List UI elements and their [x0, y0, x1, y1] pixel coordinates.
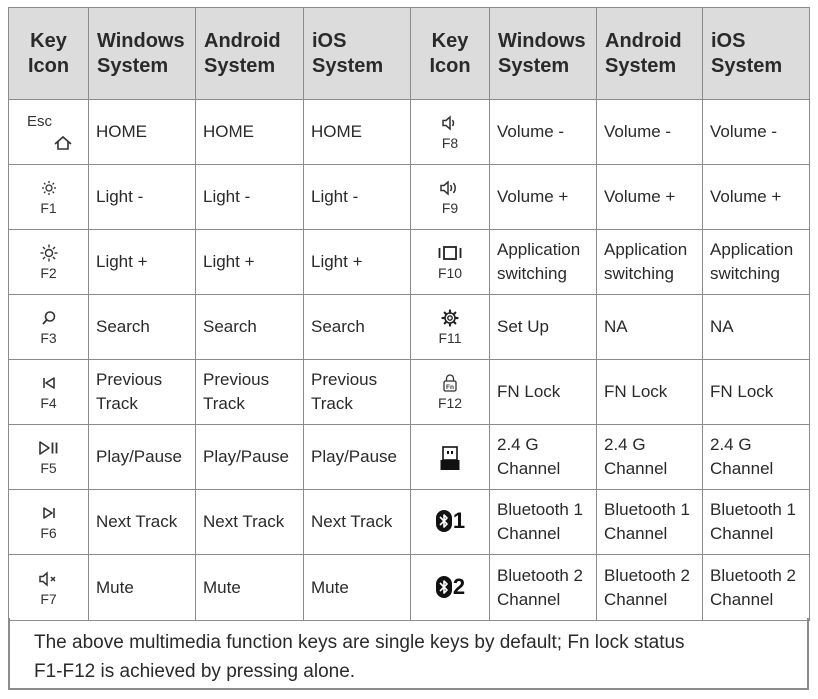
android-cell: Application switching — [597, 230, 703, 295]
windows-cell: Light - — [89, 165, 196, 230]
ios-cell: Bluetooth 2 Channel — [703, 555, 810, 621]
footnote — [8, 618, 809, 690]
android-cell: Search — [196, 295, 304, 360]
key-label: 1 — [452, 508, 466, 533]
ios-cell: Light + — [304, 230, 411, 295]
key-label: F4 — [40, 395, 57, 411]
header-ios: iOS System — [304, 8, 411, 100]
key-cell — [411, 425, 490, 490]
header-android: Android System — [196, 8, 304, 100]
android-cell: Volume + — [597, 165, 703, 230]
key-cell — [411, 490, 490, 555]
fn-lock-icon-text: Fn — [446, 384, 454, 392]
windows-cell: Light + — [89, 230, 196, 295]
key-cell — [9, 360, 89, 425]
esc-label: Esc — [27, 113, 53, 130]
shortcut-table — [8, 7, 810, 621]
key-cell — [411, 230, 490, 295]
key-label: F12 — [437, 395, 463, 411]
previous-track-icon — [9, 372, 88, 392]
ios-cell: HOME — [304, 100, 411, 165]
android-cell: Light - — [196, 165, 304, 230]
android-cell: FN Lock — [597, 360, 703, 425]
ios-cell: Bluetooth 1 Channel — [703, 490, 810, 555]
windows-cell: Volume + — [490, 165, 597, 230]
android-cell: NA — [597, 295, 703, 360]
android-cell: Next Track — [196, 490, 304, 555]
header-android-right: Android System — [597, 8, 703, 100]
header-row — [9, 8, 810, 100]
gear-icon — [411, 307, 489, 327]
ios-cell: Previous Track — [304, 360, 411, 425]
android-cell: Bluetooth 2 Channel — [597, 555, 703, 621]
ios-cell: NA — [703, 295, 810, 360]
ios-cell: Light - — [304, 165, 411, 230]
windows-cell: Mute — [89, 555, 196, 621]
ios-cell: Next Track — [304, 490, 411, 555]
brightness-down-icon — [9, 177, 88, 197]
table-row — [9, 490, 810, 555]
header-key-icon-right: Key Icon — [411, 8, 490, 100]
windows-cell: Play/Pause — [89, 425, 196, 490]
key-cell — [9, 100, 89, 165]
windows-cell: Previous Track — [89, 360, 196, 425]
android-cell: Volume - — [597, 100, 703, 165]
footnote-line-1: The above multimedia function keys are single keys by default; Fn lock status — [34, 632, 685, 653]
ios-cell: Search — [304, 295, 411, 360]
key-cell — [411, 295, 490, 360]
table-row — [9, 555, 810, 621]
play-pause-icon — [9, 437, 88, 457]
windows-cell: Next Track — [89, 490, 196, 555]
key-label: F7 — [40, 590, 57, 607]
table-row — [9, 295, 810, 360]
key-cell — [9, 165, 89, 230]
ios-cell: Application switching — [703, 230, 810, 295]
key-label: F2 — [40, 265, 57, 281]
ios-cell: Mute — [304, 555, 411, 621]
key-cell — [9, 295, 89, 360]
windows-cell: FN Lock — [490, 360, 597, 425]
key-label: F5 — [40, 460, 57, 476]
android-cell: Previous Track — [196, 360, 304, 425]
windows-cell: Set Up — [490, 295, 597, 360]
table-row — [9, 425, 810, 490]
next-track-icon — [9, 502, 88, 522]
key-cell — [411, 360, 490, 425]
windows-cell: Search — [89, 295, 196, 360]
key-label: F6 — [40, 525, 57, 541]
app-switch-icon — [411, 242, 489, 262]
windows-cell: Bluetooth 1 Channel — [490, 490, 597, 555]
key-label: F11 — [438, 330, 462, 346]
header-key-icon: Key Icon — [9, 8, 89, 100]
usb-receiver-icon — [411, 446, 489, 466]
home-icon — [53, 135, 73, 154]
windows-cell: HOME — [89, 100, 196, 165]
android-cell: HOME — [196, 100, 304, 165]
fn-lock-icon — [411, 372, 489, 392]
footnote-line-2: F1-F12 is achieved by pressing alone. — [34, 661, 356, 682]
key-label: F3 — [40, 330, 57, 346]
table-row — [9, 165, 810, 230]
table-row — [9, 100, 810, 165]
volume-down-icon — [411, 112, 489, 132]
windows-cell: Bluetooth 2 Channel — [490, 555, 597, 621]
ios-cell: Volume - — [703, 100, 810, 165]
ios-cell: 2.4 G Channel — [703, 425, 810, 490]
bluetooth-1-key — [435, 508, 465, 534]
header-windows-right: Windows System — [490, 8, 597, 100]
key-label: F10 — [437, 265, 463, 281]
search-icon — [9, 307, 88, 327]
android-cell: Light + — [196, 230, 304, 295]
key-cell — [411, 555, 490, 621]
key-cell — [411, 165, 490, 230]
key-label: F9 — [441, 200, 459, 216]
brightness-up-icon — [9, 242, 88, 262]
bluetooth-icon — [435, 575, 453, 599]
key-cell — [9, 230, 89, 295]
android-cell: Bluetooth 1 Channel — [597, 490, 703, 555]
windows-cell: Application switching — [490, 230, 597, 295]
ios-cell: Play/Pause — [304, 425, 411, 490]
key-cell — [411, 100, 490, 165]
header-ios-right: iOS System — [703, 8, 810, 100]
bluetooth-icon — [435, 509, 453, 533]
key-label: F1 — [40, 200, 57, 216]
mute-icon — [9, 568, 88, 588]
key-cell — [9, 490, 89, 555]
windows-cell: 2.4 G Channel — [490, 425, 597, 490]
ios-cell: Volume + — [703, 165, 810, 230]
key-cell — [9, 555, 89, 621]
table-row — [9, 230, 810, 295]
table-row — [9, 360, 810, 425]
android-cell: Play/Pause — [196, 425, 304, 490]
volume-up-icon — [411, 177, 489, 197]
windows-cell: Volume - — [490, 100, 597, 165]
ios-cell: FN Lock — [703, 360, 810, 425]
key-label: F8 — [441, 135, 459, 151]
android-cell: 2.4 G Channel — [597, 425, 703, 490]
key-label: 2 — [452, 573, 466, 599]
bluetooth-2-key — [435, 574, 465, 600]
android-cell: Mute — [196, 555, 304, 621]
header-windows: Windows System — [89, 8, 196, 100]
key-cell — [9, 425, 89, 490]
